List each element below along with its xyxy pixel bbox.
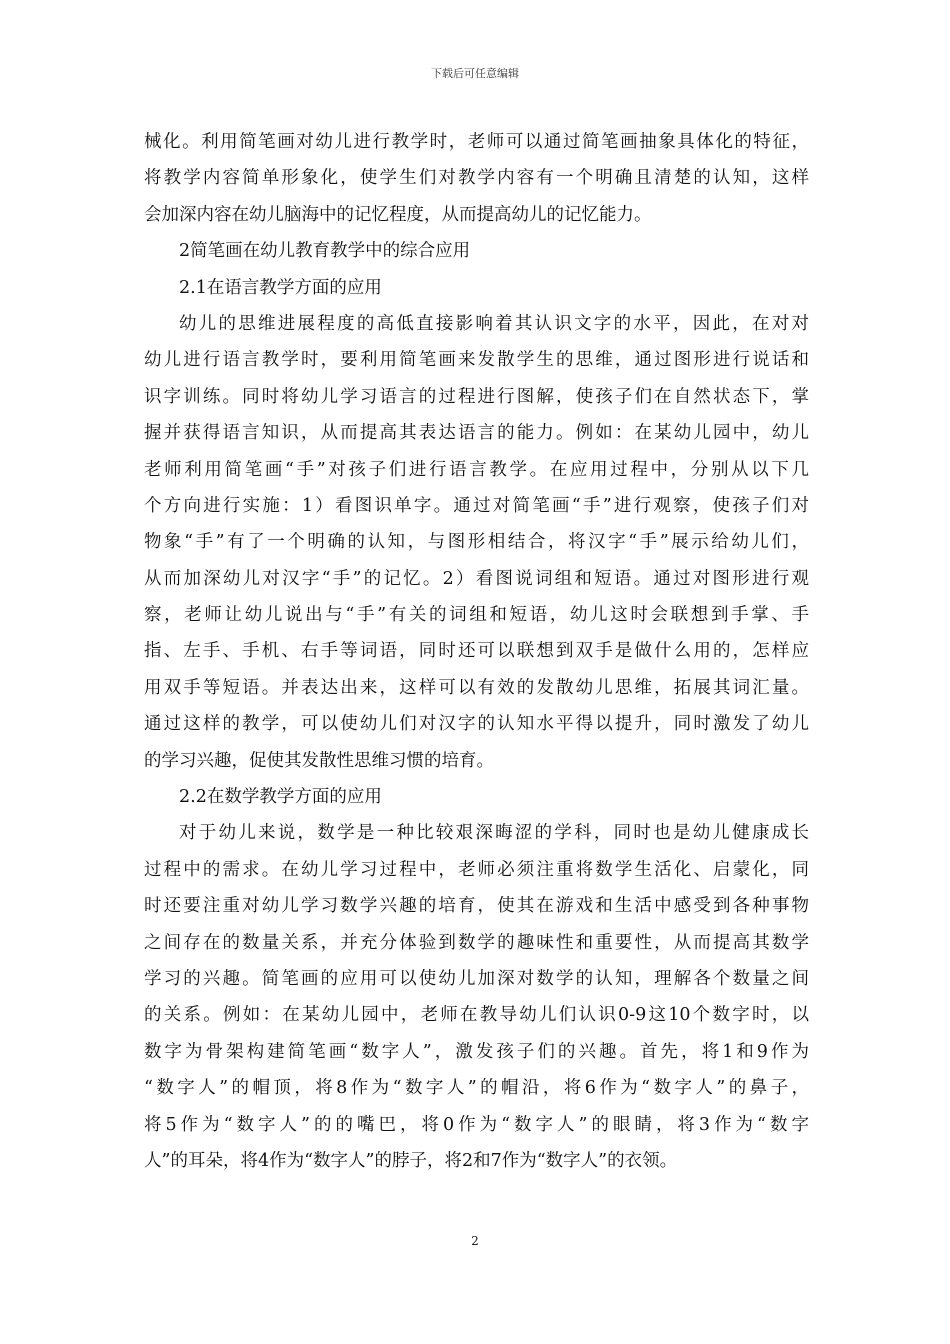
body-line: 从而加深幼儿对汉字“手”的记忆。2）看图说词组和短语。通过对图形进行观 [144, 568, 809, 589]
body-line: 察，老师让幼儿说出与“手”有关的词组和短语，幼儿这时会联想到手掌、手 [144, 605, 809, 626]
body-line: 将教学内容简单形象化，使学生们对教学内容有一个明确且清楚的认知，这样 [144, 168, 809, 189]
body-line: 时还要注重对幼儿学习数学兴趣的培育，使其在游戏和生活中感受到各种事物 [144, 896, 809, 917]
subsection-heading: 2.1在语言教学方面的应用 [179, 277, 382, 298]
body-line: 识字训练。同时将幼儿学习语言的过程进行图解，使孩子们在自然状态下，掌 [144, 386, 809, 407]
body-line: 用双手等短语。并表达出来，这样可以有效的发散幼儿思维，拓展其词汇量。 [144, 677, 809, 698]
body-line: 之间存在的数量关系，并充分体验到数学的趣味性和重要性，从而提高其数学 [144, 932, 809, 953]
body-line: 将5作为“数字人”的的嘴巴，将0作为“数字人”的眼睛，将3作为“数字 [144, 1114, 809, 1135]
body-line: 幼儿的思维进展程度的高低直接影响着其认识文字的水平，因此，在对对 [179, 313, 809, 334]
document-body [144, 124, 809, 1179]
section-heading: 2简笔画在幼儿教育教学中的综合应用 [179, 241, 471, 262]
body-line: 通过这样的教学，可以使幼儿们对汉字的认知水平得以提升，同时激发了幼儿 [144, 714, 809, 735]
body-line: 对于幼儿来说，数学是一种比较艰深晦涩的学科，同时也是幼儿健康成长 [179, 823, 809, 844]
body-line: 数字为骨架构建简笔画“数字人”，激发孩子们的兴趣。首先，将1和9作为 [144, 1041, 809, 1062]
body-line: 握并获得语言知识，从而提高其表达语言的能力。例如：在某幼儿园中，幼儿 [144, 423, 809, 444]
body-line: 械化。利用简笔画对幼儿进行教学时，老师可以通过简笔画抽象具体化的特征， [144, 132, 809, 152]
body-line: 的关系。例如：在某幼儿园中，老师在教导幼儿们认识0-9这10个数字时，以 [144, 1005, 809, 1026]
body-line: 会加深内容在幼儿脑海中的记忆程度，从而提高幼儿的记忆能力。 [144, 204, 652, 225]
body-line: 过程中的需求。在幼儿学习过程中，老师必须注重将数学生活化、启蒙化，同 [144, 859, 809, 880]
body-line: 人”的耳朵，将4作为“数字人”的脖子，将2和7作为“数字人”的衣领。 [144, 1150, 678, 1171]
body-line: 学习的兴趣。简笔画的应用可以使幼儿加深对数学的认知，理解各个数量之间 [144, 968, 809, 989]
body-line: 幼儿进行语言教学时，要利用简笔画来发散学生的思维，通过图形进行说话和 [144, 350, 809, 371]
page-header: 下载后可任意编辑 [431, 67, 519, 80]
body-line: 个方向进行实施：1）看图识单字。通过对简笔画“手”进行观察，使孩子们对 [144, 495, 809, 516]
page-number: 2 [471, 1234, 479, 1248]
body-line: 指、左手、手机、右手等词语，同时还可以联想到双手是做什么用的，怎样应 [144, 641, 809, 662]
body-line: 的学习兴趣，促使其发散性思维习惯的培育。 [144, 750, 494, 771]
subsection-heading: 2.2在数学教学方面的应用 [179, 787, 382, 808]
body-line: “数字人”的帽顶，将8作为“数字人”的帽沿，将6作为“数字人”的鼻子， [144, 1078, 809, 1099]
body-line: 老师利用简笔画“手”对孩子们进行语言教学。在应用过程中，分别从以下几 [144, 459, 809, 480]
body-line: 物象“手”有了一个明确的认知，与图形相结合，将汉字“手”展示给幼儿们， [144, 532, 809, 553]
